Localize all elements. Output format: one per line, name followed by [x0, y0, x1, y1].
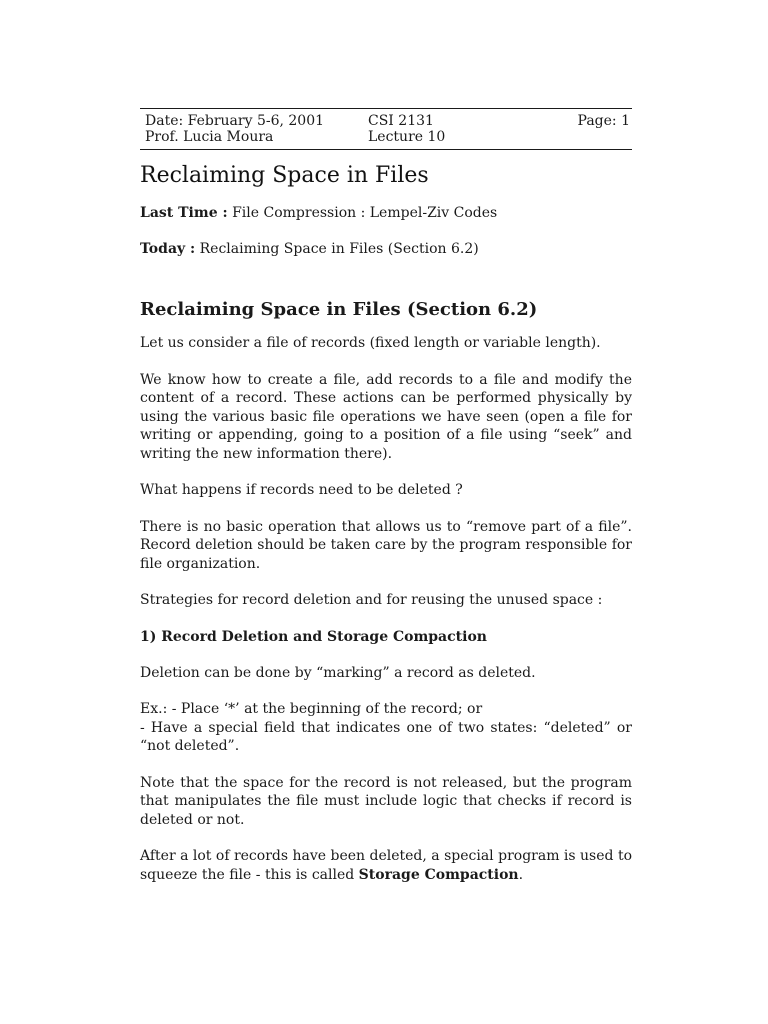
last-time-line — [140, 204, 632, 222]
today-line — [140, 240, 632, 258]
paragraph-2: We know how to create a file, add records to a file and modify the content of a record. These actions can be performed physically by using the various basic file operations we have seen (open a file for writing or appending, going to a position of a file using “seek” and writing the new information there). — [140, 371, 632, 462]
header-page-number: Page: 1 — [577, 113, 630, 129]
example-paragraph — [140, 700, 632, 756]
header-right — [578, 113, 630, 129]
last-time-text: File Compression : Lempel-Ziv Codes — [232, 205, 498, 221]
today-label: Today : — [140, 241, 196, 257]
header-lecture: Lecture 10 — [368, 129, 446, 145]
page-title: Reclaiming Space in Files — [140, 163, 429, 188]
storage-compaction-term: Storage Compaction — [358, 866, 519, 883]
subsection-paragraph-3: Note that the space for the record is not released, but the program that manipulates the file must include logic that checks if record is deleted or not. — [140, 774, 632, 828]
example-line-2: - Have a special field that indicates one of two states: “deleted” or “not deleted”. — [140, 719, 632, 754]
document-page — [140, 108, 632, 884]
header-bottom-rule — [140, 149, 632, 150]
paragraph-4: There is no basic operation that allows us to “remove part of a file”. Record deletion should be taken care by the program responsible for file organization. — [140, 518, 632, 572]
header-center — [368, 113, 445, 145]
subsection-paragraph-4 — [140, 847, 632, 884]
compaction-period: . — [518, 866, 524, 883]
header-date: Date: February 5-6, 2001 — [145, 113, 325, 129]
compaction-text: After a lot of records have been deleted, a special program is used to squeeze the file - this is called — [140, 848, 632, 883]
header-course: CSI 2131 — [368, 113, 434, 129]
example-line-1: Ex.: - Place ‘*’ at the beginning of the record; or — [140, 701, 483, 717]
paragraph-5: Strategies for record deletion and for reusing the unused space : — [140, 592, 603, 608]
paragraph-3: What happens if records need to be deleted ? — [140, 482, 463, 498]
subsection-title: 1) Record Deletion and Storage Compaction — [140, 628, 487, 645]
header-left — [145, 113, 324, 145]
paragraph-1: Let us consider a file of records (fixed length or variable length). — [140, 335, 601, 351]
page-header — [140, 109, 632, 149]
section-title: Reclaiming Space in Files (Section 6.2) — [140, 299, 538, 320]
last-time-label: Last Time : — [140, 205, 228, 221]
today-text: Reclaiming Space in Files (Section 6.2) — [199, 241, 479, 257]
header-professor: Prof. Lucia Moura — [145, 129, 274, 145]
subsection-paragraph-1: Deletion can be done by “marking” a record as deleted. — [140, 664, 536, 681]
